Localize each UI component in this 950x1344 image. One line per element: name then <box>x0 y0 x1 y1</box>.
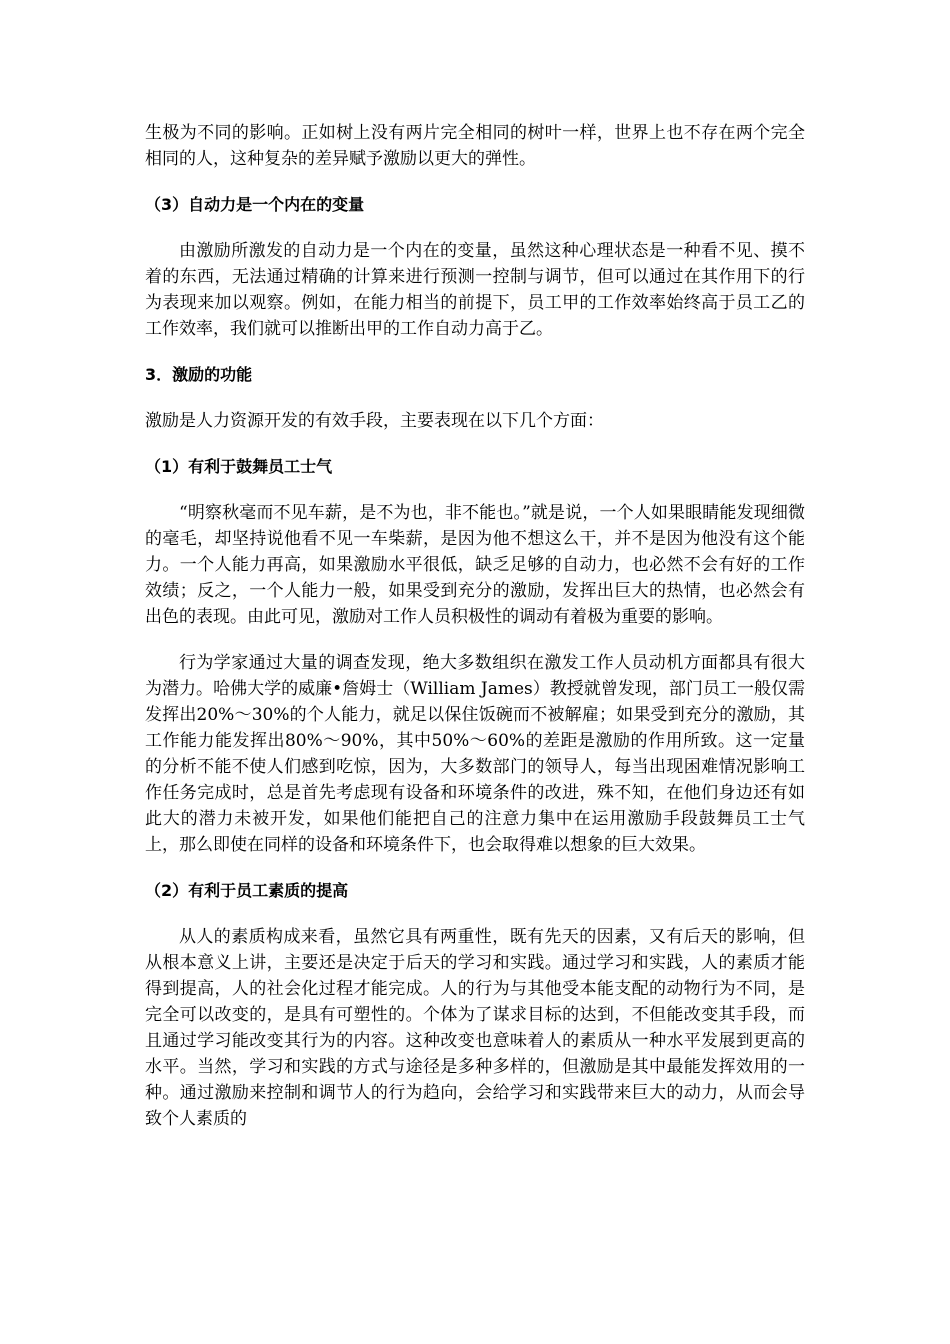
paragraph-intro: 激励是人力资源开发的有效手段，主要表现在以下几个方面： <box>145 411 604 431</box>
paragraph-continuation: 生极为不同的影响。正如树上没有两片完全相同的树叶一样，世界上也不存在两个完全相同的人，这种复杂的差异赋予激励以更大的弹性。 <box>145 123 805 169</box>
paragraph-morale-2: 行为学家通过大量的调查发现，绝大多数组织在激发工作人员动机方面都具有很大为潜力。哈佛大学的威廉•詹姆士（William James）教授就曾发现，部门员工一般仅需发挥出20%～30%的个人能力，就足以保住饭碗而不被解雇；如果受到充分的激励，其工作能力能发挥出80%～90%，其中50%～60%的差距是激励的作用所致。这一定量的分析不能不使人们感到吃惊，因为，大多数部门的领导人，每当出现困难情况影响工作任务完成时，总是首先考虑现有设备和环境条件的改进，殊不知，在他们身边还有如此大的潜力未被开发，如果他们能把自己的注意力集中在运用激励手段鼓舞员工士气上，那么即使在同样的设备和环境条件下，也会取得难以想象的巨大效果。 <box>145 653 805 855</box>
section-heading-morale: （1）有利于鼓舞员工士气 <box>145 457 333 476</box>
paragraph-morale-1: “明察秋毫而不见车薪，是不为也，非不能也。”就是说，一个人如果眼睛能发现细微的毫毛，却坚持说他看不见一车柴薪，是因为他不想这么干，并不是因为他没有这个能力。一个人能力再高，如果激励水平很低，缺乏足够的自动力，也必然不会有好的工作效绩；反之，一个人能力一般，如果受到充分的激励，发挥出巨大的热情，也必然会有出色的表现。由此可见，激励对工作人员积极性的调动有着极为重要的影响。 <box>145 503 805 627</box>
paragraph-quality: 从人的素质构成来看，虽然它具有两重性，既有先天的因素，又有后天的影响，但从根本意义上讲，主要还是决定于后天的学习和实践。通过学习和实践，人的素质才能得到提高，人的社会化过程才能完成。人的行为与其他受本能支配的动物行为不同，是完全可以改变的，是具有可塑性的。个体为了谋求目标的达到，不但能改变其手段，而且通过学习能改变其行为的内容。这种改变也意味着人的素质从一种水平发展到更高的水平。当然，学习和实践的方式与途径是多种多样的，但激励是其中最能发挥效用的一种。通过激励来控制和调节人的行为趋向，会给学习和实践带来巨大的动力，从而会导致个人素质的 <box>145 927 805 1129</box>
section-heading-quality: （2）有利于员工素质的提高 <box>145 881 349 900</box>
section-heading-autonomy-variable: （3）自动力是一个内在的变量 <box>145 195 365 214</box>
paragraph-autonomy: 由激励所激发的自动力是一个内在的变量，虽然这种心理状态是一种看不见、摸不着的东西，无法通过精确的计算来进行预测一控制与调节，但可以通过在其作用下的行为表现来加以观察。例如，在能力相当的前提下，员工甲的工作效率始终高于员工乙的工作效率，我们就可以推断出甲的工作自动力高于乙。 <box>145 241 805 339</box>
section-heading-incentive-functions: 3．激励的功能 <box>145 365 253 384</box>
document-page <box>145 120 805 1152</box>
